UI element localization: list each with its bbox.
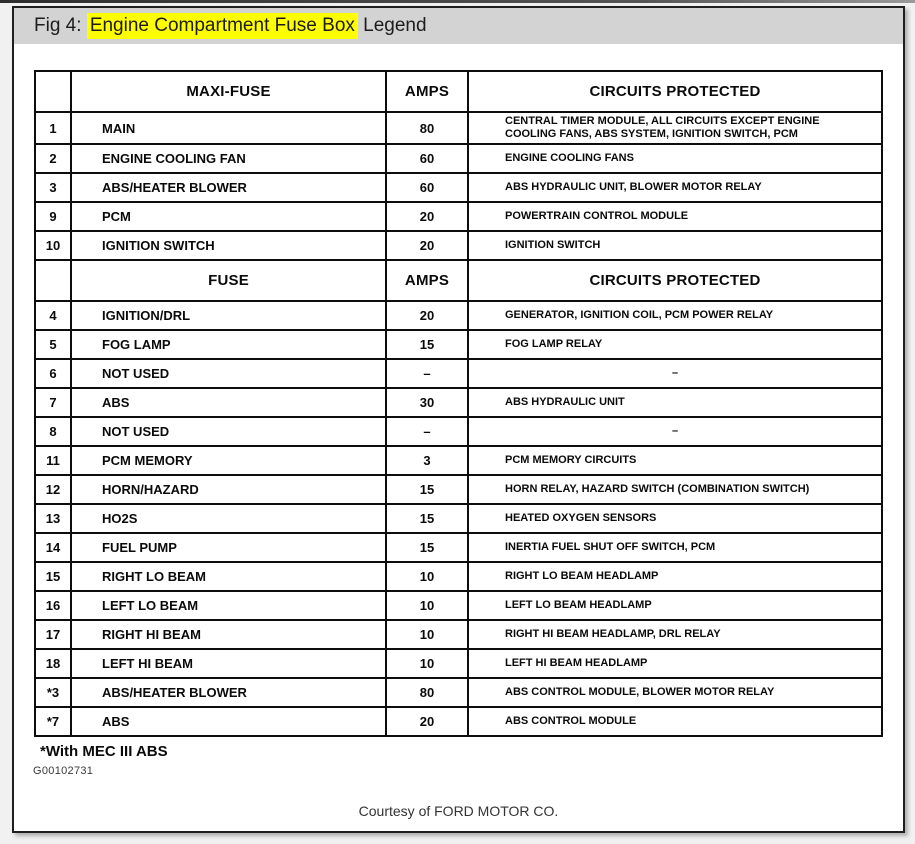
fuse-number-cell: *3 bbox=[35, 678, 71, 707]
table-row bbox=[35, 202, 882, 231]
table-row bbox=[35, 678, 882, 707]
fuse-amps-cell: 10 bbox=[386, 562, 468, 591]
fuse-name-cell: PCM MEMORY bbox=[71, 446, 386, 475]
fuse-amps-cell: 30 bbox=[386, 388, 468, 417]
fuse-name-cell: IGNITION/DRL bbox=[71, 301, 386, 330]
fuse-name-cell: FOG LAMP bbox=[71, 330, 386, 359]
fuse-amps-cell: 15 bbox=[386, 533, 468, 562]
fuse-circuits-cell: IGNITION SWITCH bbox=[468, 231, 882, 260]
table-footnote: *With MEC III ABS bbox=[40, 743, 168, 760]
fuse-amps-cell: 15 bbox=[386, 475, 468, 504]
fuse-circuits-cell: ABS CONTROL MODULE, BLOWER MOTOR RELAY bbox=[468, 678, 882, 707]
fuse-circuits-cell: CENTRAL TIMER MODULE, ALL CIRCUITS EXCEPT ENGINE COOLING FANS, ABS SYSTEM, IGNITION SWITCH, PCM bbox=[468, 112, 882, 144]
table-row bbox=[35, 301, 882, 330]
fuse-circuits-cell: ABS HYDRAULIC UNIT bbox=[468, 388, 882, 417]
fuse-circuits-cell: ENGINE COOLING FANS bbox=[468, 144, 882, 173]
fuse-number-cell: 9 bbox=[35, 202, 71, 231]
header-number-cell bbox=[35, 71, 71, 112]
table-row bbox=[35, 359, 882, 388]
fuse-circuits-cell: PCM MEMORY CIRCUITS bbox=[468, 446, 882, 475]
fuse-circuits-cell: POWERTRAIN CONTROL MODULE bbox=[468, 202, 882, 231]
fuse-amps-cell: 10 bbox=[386, 620, 468, 649]
fuse-amps-cell: 80 bbox=[386, 112, 468, 144]
fuse-circuits-cell: RIGHT LO BEAM HEADLAMP bbox=[468, 562, 882, 591]
fuse-number-cell: 11 bbox=[35, 446, 71, 475]
fuse-number-cell: 8 bbox=[35, 417, 71, 446]
fuse-amps-cell: 10 bbox=[386, 649, 468, 678]
table-header-row bbox=[35, 71, 882, 112]
fuse-name-cell: MAIN bbox=[71, 112, 386, 144]
fuse-amps-cell: 80 bbox=[386, 678, 468, 707]
fuse-name-cell: FUEL PUMP bbox=[71, 533, 386, 562]
fuse-number-cell: 3 bbox=[35, 173, 71, 202]
fuse-name-cell: LEFT HI BEAM bbox=[71, 649, 386, 678]
fuse-number-cell: 10 bbox=[35, 231, 71, 260]
fuse-circuits-cell: GENERATOR, IGNITION COIL, PCM POWER RELAY bbox=[468, 301, 882, 330]
table-row bbox=[35, 504, 882, 533]
fuse-number-cell: 2 bbox=[35, 144, 71, 173]
courtesy-line: Courtesy of FORD MOTOR CO. bbox=[358, 803, 559, 819]
fuse-circuits-cell: LEFT LO BEAM HEADLAMP bbox=[468, 591, 882, 620]
fuse-number-cell: 18 bbox=[35, 649, 71, 678]
fuse-circuits-cell: HORN RELAY, HAZARD SWITCH (COMBINATION SWITCH) bbox=[468, 475, 882, 504]
fuse-name-cell: ABS/HEATER BLOWER bbox=[71, 173, 386, 202]
fuse-amps-cell: 60 bbox=[386, 144, 468, 173]
fuse-amps-cell: 20 bbox=[386, 202, 468, 231]
document-frame bbox=[12, 6, 905, 833]
table-row bbox=[35, 330, 882, 359]
fuse-name-cell: NOT USED bbox=[71, 359, 386, 388]
fuse-table bbox=[34, 70, 883, 737]
fuse-amps-cell: 60 bbox=[386, 173, 468, 202]
header-circuits-cell: CIRCUITS PROTECTED bbox=[468, 71, 882, 112]
table-row bbox=[35, 562, 882, 591]
fuse-circuits-cell: – bbox=[468, 359, 882, 388]
fuse-circuits-cell: ABS CONTROL MODULE bbox=[468, 707, 882, 736]
fuse-amps-cell: 20 bbox=[386, 231, 468, 260]
fuse-number-cell: 17 bbox=[35, 620, 71, 649]
fuse-number-cell: 1 bbox=[35, 112, 71, 144]
fuse-number-cell: *7 bbox=[35, 707, 71, 736]
figure-caption-prefix: Fig 4: bbox=[34, 15, 87, 36]
fuse-circuits-cell: ABS HYDRAULIC UNIT, BLOWER MOTOR RELAY bbox=[468, 173, 882, 202]
table-row bbox=[35, 388, 882, 417]
fuse-number-cell: 14 bbox=[35, 533, 71, 562]
table-row bbox=[35, 112, 882, 144]
fuse-number-cell: 12 bbox=[35, 475, 71, 504]
fuse-amps-cell: 20 bbox=[386, 301, 468, 330]
figure-caption-suffix: Legend bbox=[357, 15, 427, 36]
header-amps-cell: AMPS bbox=[386, 71, 468, 112]
fuse-number-cell: 13 bbox=[35, 504, 71, 533]
fuse-name-cell: PCM bbox=[71, 202, 386, 231]
fuse-circuits-cell: RIGHT HI BEAM HEADLAMP, DRL RELAY bbox=[468, 620, 882, 649]
table-row bbox=[35, 475, 882, 504]
table-row bbox=[35, 144, 882, 173]
fuse-name-cell: RIGHT LO BEAM bbox=[71, 562, 386, 591]
header-number-cell bbox=[35, 260, 71, 301]
fuse-amps-cell: 3 bbox=[386, 446, 468, 475]
fuse-name-cell: NOT USED bbox=[71, 417, 386, 446]
table-row bbox=[35, 533, 882, 562]
header-amps-cell: AMPS bbox=[386, 260, 468, 301]
table-row bbox=[35, 620, 882, 649]
fuse-number-cell: 15 bbox=[35, 562, 71, 591]
fuse-number-cell: 16 bbox=[35, 591, 71, 620]
fuse-name-cell: ABS/HEATER BLOWER bbox=[71, 678, 386, 707]
fuse-number-cell: 6 bbox=[35, 359, 71, 388]
table-row bbox=[35, 649, 882, 678]
fuse-amps-cell: 15 bbox=[386, 330, 468, 359]
table-row bbox=[35, 591, 882, 620]
fuse-name-cell: HORN/HAZARD bbox=[71, 475, 386, 504]
fuse-circuits-cell: LEFT HI BEAM HEADLAMP bbox=[468, 649, 882, 678]
fuse-name-cell: ABS bbox=[71, 707, 386, 736]
table-row bbox=[35, 231, 882, 260]
table-row bbox=[35, 173, 882, 202]
fuse-amps-cell: – bbox=[386, 359, 468, 388]
fuse-number-cell: 7 bbox=[35, 388, 71, 417]
figure-caption-highlight: Engine Compartment Fuse Box bbox=[87, 13, 358, 39]
table-header-row bbox=[35, 260, 882, 301]
fuse-number-cell: 4 bbox=[35, 301, 71, 330]
header-circuits-cell: CIRCUITS PROTECTED bbox=[468, 260, 882, 301]
fuse-circuits-cell: – bbox=[468, 417, 882, 446]
fuse-name-cell: ENGINE COOLING FAN bbox=[71, 144, 386, 173]
fuse-amps-cell: 20 bbox=[386, 707, 468, 736]
table-row bbox=[35, 446, 882, 475]
figure-id: G00102731 bbox=[33, 765, 94, 777]
window-top-edge bbox=[0, 0, 915, 3]
fuse-name-cell: HO2S bbox=[71, 504, 386, 533]
fuse-name-cell: LEFT LO BEAM bbox=[71, 591, 386, 620]
table-row bbox=[35, 417, 882, 446]
fuse-table-body bbox=[35, 71, 882, 736]
fuse-amps-cell: 15 bbox=[386, 504, 468, 533]
fuse-number-cell: 5 bbox=[35, 330, 71, 359]
header-name-cell: MAXI-FUSE bbox=[71, 71, 386, 112]
fuse-circuits-cell: INERTIA FUEL SHUT OFF SWITCH, PCM bbox=[468, 533, 882, 562]
fuse-name-cell: IGNITION SWITCH bbox=[71, 231, 386, 260]
fuse-name-cell: RIGHT HI BEAM bbox=[71, 620, 386, 649]
fuse-amps-cell: – bbox=[386, 417, 468, 446]
fuse-name-cell: ABS bbox=[71, 388, 386, 417]
fuse-circuits-cell: FOG LAMP RELAY bbox=[468, 330, 882, 359]
header-name-cell: FUSE bbox=[71, 260, 386, 301]
figure-caption-bar bbox=[14, 8, 903, 44]
fuse-circuits-cell: HEATED OXYGEN SENSORS bbox=[468, 504, 882, 533]
table-row bbox=[35, 707, 882, 736]
fuse-amps-cell: 10 bbox=[386, 591, 468, 620]
